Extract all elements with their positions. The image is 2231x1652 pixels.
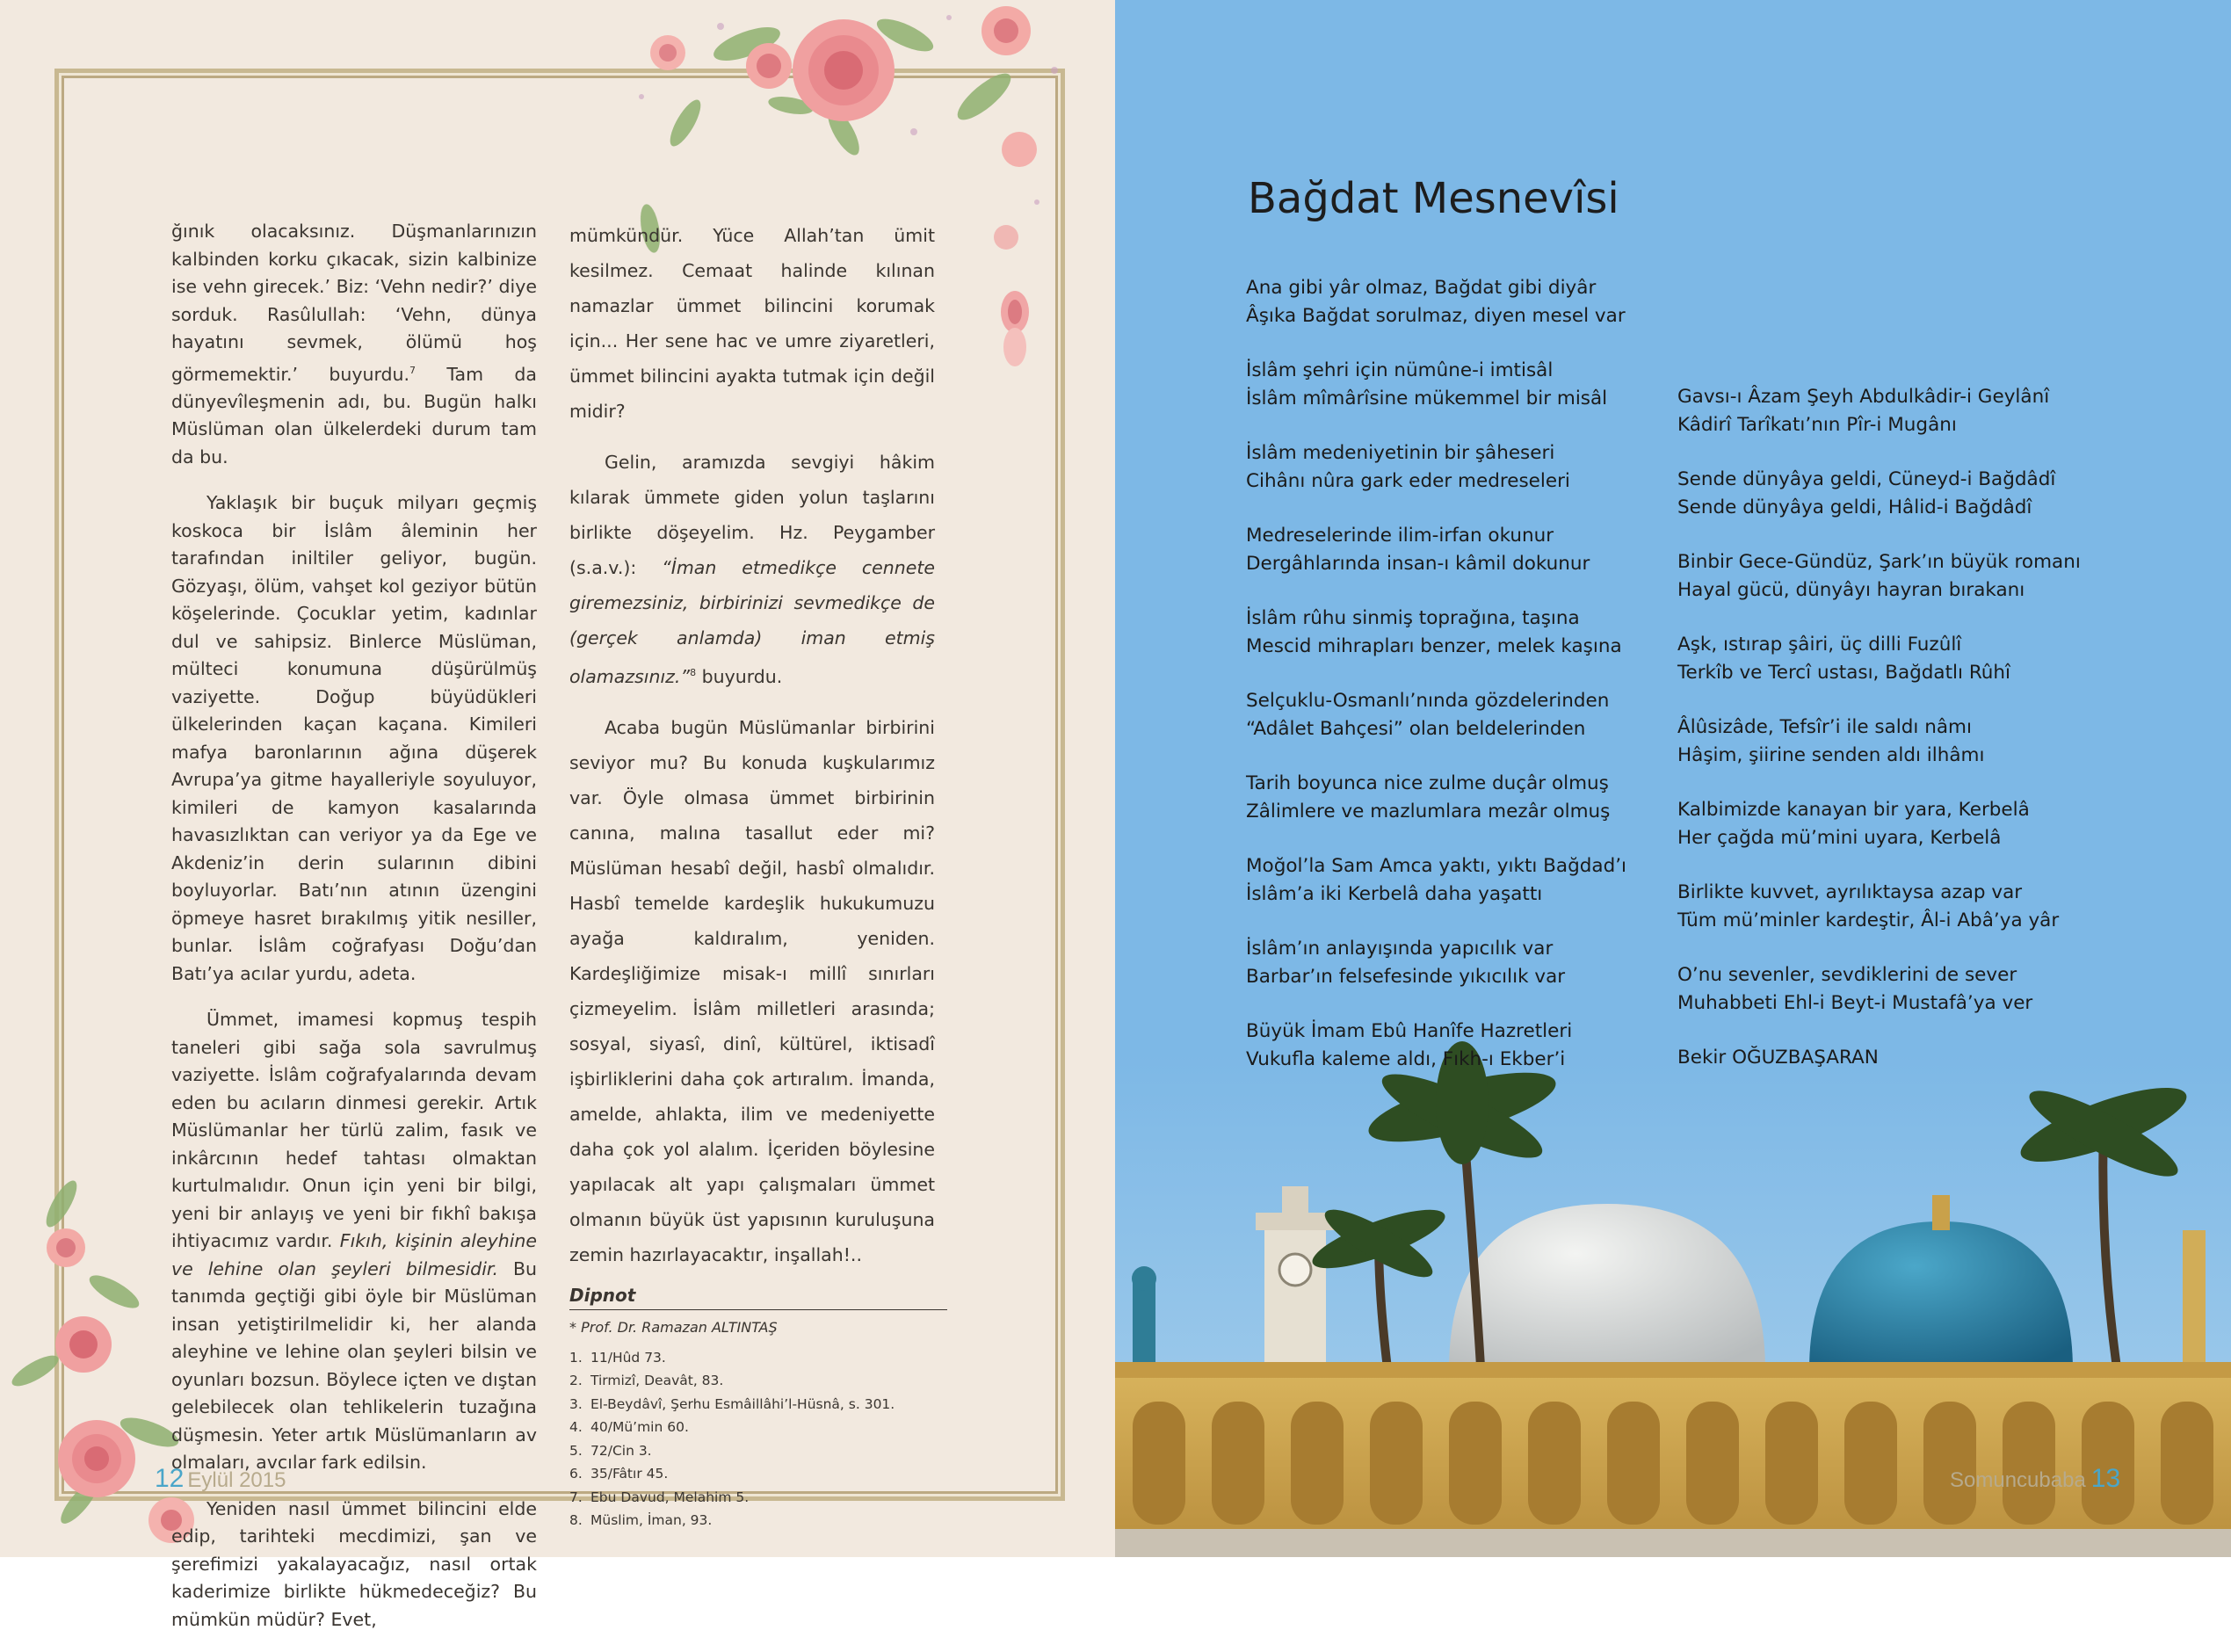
footnote-item bbox=[569, 1462, 935, 1486]
poem-stanza bbox=[1677, 631, 2082, 686]
footnotes-title: Dipnot bbox=[569, 1284, 636, 1306]
footnote-item bbox=[569, 1509, 935, 1532]
footnote-text: 35/Fâtır 45. bbox=[590, 1466, 669, 1482]
footnote-text: Ebu Davud, Melahim 5. bbox=[590, 1489, 750, 1505]
poem-signature: Bekir OĞUZBAŞARAN bbox=[1677, 1047, 1879, 1069]
poem-column-left bbox=[1246, 274, 1650, 1100]
poem-line: Âlûsizâde, Tefsîr’i ile saldı nâmı bbox=[1677, 716, 1972, 738]
page-folio-right bbox=[1950, 1464, 2120, 1494]
page-number: 12 bbox=[155, 1464, 185, 1493]
poem-line: İslâm’a iki Kerbelâ daha yaşattı bbox=[1246, 882, 1543, 905]
footnote-number: 4. bbox=[569, 1419, 583, 1436]
issue-month: Eylül 2015 bbox=[187, 1468, 286, 1492]
footnote-text: 72/Cin 3. bbox=[590, 1442, 652, 1459]
poem-stanza bbox=[1246, 605, 1650, 660]
poem-line: Moğol’la Sam Amca yaktı, yıktı Bağdad’ı bbox=[1246, 855, 1627, 877]
footnote-item bbox=[569, 1346, 935, 1370]
poem-line: Her çağda mü’mini uyara, Kerbelâ bbox=[1677, 826, 2002, 849]
poem-line: Hayal gücü, dünyâyı hayran bırakanı bbox=[1677, 578, 2025, 601]
footnote-item bbox=[569, 1369, 935, 1393]
poem-line: O’nu sevenler, sevdiklerini de sever bbox=[1677, 964, 2017, 986]
footnote-item bbox=[569, 1486, 935, 1510]
poem-line: Terkîb ve Tercî ustası, Bağdatlı Rûhî bbox=[1677, 661, 2011, 684]
page-number: 13 bbox=[2090, 1464, 2121, 1493]
poem-line: Tarih boyunca nice zulme duçâr olmuş bbox=[1246, 772, 1609, 794]
poem-stanza bbox=[1246, 522, 1650, 577]
paragraph: ğınık olacaksınız. Düşmanlarınızın kalbinden korku çıkacak, sizin kalbinize ise vehn girecek.’ Biz: ‘Vehn nedir?’ diye sorduk. Rasûlullah: ‘Vehn, dünya hayatını sevmek, ölümü hoş görmemektir.’ buyurdu.$^7$ Tam da dünyevîleşmenin adı, bu. Bugün halkı Müslüman olan ülkelerdeki durum tam da bu. bbox=[171, 221, 537, 467]
footnote-item bbox=[569, 1416, 935, 1439]
poem-stanza bbox=[1677, 383, 2082, 438]
paragraph: Yaklaşık bir buçuk milyarı geçmiş koskoca bir İslâm âleminin her tarafından inilti̇ler geliyor, bugün. Gözyaşı, ölüm, vahşet kol geziyor bütün köşelerinde. Çocuklar yetim, kadınlar dul ve sahipsiz. Binlerce Müslüman, mülteci konumuna düşürülmüş vaziyette. Doğup büyüdükleri ülkelerinden kaçan kaçana. Kimileri mafya baronlarının ağına düşerek Avrupa’ya gitme hayalleriyle soyuluyor, kimileri de kamyon kasalarında havasızlıktan can veriyor ya da Ege ve Akdeniz’in derin sularının dibini boyluyorlar. Batı’nın atının üzengini öpmeye hasret bırakılmış yitik nesiller, bunlar. İslâm coğrafyası Doğu’dan Batı’ya acılar yurdu, adeta. bbox=[171, 492, 537, 984]
poem-column-right bbox=[1677, 383, 2082, 1099]
poem-line: Kâdirî Tarîkatı’nın Pîr-i Mugânı bbox=[1677, 413, 1957, 436]
poem-title: Bağdat Mesnevîsi bbox=[1248, 174, 1619, 223]
poem-stanza bbox=[1677, 714, 2082, 769]
footnote-text: Müslim, İman, 93. bbox=[590, 1512, 713, 1529]
poem-line: Vukufla kaleme aldı, Fıkh-ı Ekber’i bbox=[1246, 1047, 1566, 1070]
poem-line: Ana gibi yâr olmaz, Bağdat gibi diyâr bbox=[1246, 277, 1597, 299]
left-page bbox=[0, 0, 1115, 1630]
poem-line: Büyük İmam Ebû Hanîfe Hazretleri bbox=[1246, 1020, 1573, 1042]
poem-line: Birlikte kuvvet, ayrılıktaysa azap var bbox=[1677, 881, 2023, 903]
poem-line: Kalbimizde kanayan bir yara, Kerbelâ bbox=[1677, 799, 2030, 821]
poem-stanza bbox=[1677, 466, 2082, 521]
poem-stanza bbox=[1246, 852, 1650, 908]
footnote-text: 40/Mü’min 60. bbox=[590, 1419, 689, 1436]
footnote-number: 8. bbox=[569, 1512, 583, 1529]
poem-line: Mescid mihrapları benzer, melek kaşına bbox=[1246, 634, 1622, 657]
footnote-text: 11/Hûd 73. bbox=[590, 1349, 666, 1366]
poem-line: Aşk, ıstırap şâiri, üç dilli Fuzûlî bbox=[1677, 634, 1962, 656]
paragraph: Acaba bugün Müslümanlar birbirini seviyor mu? Bu konuda kuşkularımız var. Öyle olmasa ümmet birbirinin canına, malına tasallut eder mi? Müslüman hesabî değil, hasbî olmalıdır. Hasbî temelde kardeşlik hukukumuzu ayağa kaldıralım, yeniden. Kardeşliğimize misak-ı millî sınırları çizmeyelim. İslâm milletleri arasında; sosyal, siyasî, dinî, kültürel, iktisadî işbirliklerini daha çok artıralım. İmanda, amelde, ahlakta, ilim ve medeniyette daha çok yol alalım. İçeriden böylesine yapılacak alt yapı çalışmaları ümmet olmanın büyük üst yapısının kuruluşuna zemin hazırlayacaktır, inşallah!.. bbox=[569, 716, 935, 1265]
poem-stanza bbox=[1677, 796, 2082, 851]
page-folio-left bbox=[155, 1464, 286, 1494]
footnote-number: 7. bbox=[569, 1489, 583, 1505]
poem-line: İslâm mîmârîsine mükemmel bir misâl bbox=[1246, 387, 1608, 409]
text-column-2 bbox=[569, 218, 935, 1532]
footnote-number: 1. bbox=[569, 1349, 583, 1366]
poem-line: “Adâlet Bahçesi” olan beldelerinden bbox=[1246, 717, 1586, 740]
footnote-text: Tirmizî, Deavât, 83. bbox=[590, 1373, 724, 1389]
poem-stanza bbox=[1246, 770, 1650, 825]
poem-stanza bbox=[1246, 274, 1650, 330]
poem-line: Binbir Gece-Gündüz, Şark’ın büyük romanı bbox=[1677, 551, 2081, 573]
footnote-item bbox=[569, 1393, 935, 1417]
poem-line: Muhabbeti Ehl-i Beyt-i Mustafâ’ya ver bbox=[1677, 991, 2033, 1014]
poem-stanza bbox=[1246, 687, 1650, 743]
paragraph: Gelin, aramızda sevgiyi hâkim kılarak ümmete giden yolun taşlarını birlikte döşeyelim. Hz. Peygamber (s.a.v.): “İman etmedikçe cennete giremezsiniz, birbirinizi sevmedikçe de (gerçek anlamda) iman etmiş olamazsınız.”$^8$ buyurdu. bbox=[569, 452, 935, 687]
poem-line: Dergâhlarında insan-ı kâmil dokunur bbox=[1246, 552, 1590, 575]
poem-line: Âşıka Bağdat sorulmaz, diyen mesel var bbox=[1246, 304, 1626, 327]
paragraph: mümkündür. Yüce Allah’tan ümit kesilmez. Cemaat halinde kılınan namazlar ümmet bilincini korumak için... Her sene hac ve umre ziyaretleri, ümmet bilincini ayakta tutmak için değil midir? bbox=[569, 225, 935, 422]
poem-line: İslâm’ın anlayışında yapıcılık var bbox=[1246, 938, 1554, 960]
footnote-item bbox=[569, 1439, 935, 1463]
poem-line: Selçuklu-Osmanlı’nında gözdelerinden bbox=[1246, 690, 1610, 712]
poem-line: Barbar’ın felsefesinde yıkıcılık var bbox=[1246, 965, 1566, 988]
poem-stanza bbox=[1246, 357, 1650, 412]
paragraph: Yeniden nasıl ümmet bilincini elde edip, tarihteki mecdimizi, şan ve şerefimizi yakalayacağız, nasıl ortak kaderimize birlikte hükmedeceğiz? Bu mümkün müdür? Evet, bbox=[171, 1497, 537, 1630]
poem-line: İslâm şehri için nümûne-i imtisâl bbox=[1246, 359, 1554, 381]
poem-line: Cihânı nûra gark eder medreseleri bbox=[1246, 469, 1570, 492]
poem-stanza bbox=[1677, 961, 2082, 1017]
paragraph: Ümmet, imamesi kopmuş tespih taneleri gibi sağa sola savrulmuş vaziyette. İslâm coğrafyalarında devam eden bu acıların dinmesi gerekir. Artık Müslümanlar her türlü zalim, fasık ve inkârcının hedef tahtası olmaktan kurtulmalıdır. Onun için yeni bir bilgi, yeni bir anlayış ve yeni bir fıkhî bakışa ihtiyacımız vardır. Fıkıh, kişinin aleyhine ve lehine olan şeyleri bilmesidir. Bu tanımda geçtiği gibi öyle bir Müslüman insan yetiştirilmelidir ki, her alanda aleyhine ve lehine olan şeyleri bilsin ve oyunları bozsun. Böylece içten ve dıştan gelebilecek olan tehlikelerin tuzağına düşmesin. Yeter artık Müslümanların av olmaları, avcılar fark edilsin. bbox=[171, 1009, 537, 1474]
poem-line: İslâm rûhu sinmiş toprağına, taşına bbox=[1246, 607, 1580, 629]
magazine-name: Somuncubaba bbox=[1950, 1468, 2086, 1492]
poem-line: Sende dünyâya geldi, Cüneyd-i Bağdâdî bbox=[1677, 468, 2056, 490]
footnote-number: 3. bbox=[569, 1395, 583, 1412]
footnotes-divider bbox=[569, 1309, 947, 1310]
footnote-number: 6. bbox=[569, 1466, 583, 1482]
poem-stanza bbox=[1246, 439, 1650, 495]
poem-stanza bbox=[1677, 879, 2082, 934]
poem-line: Zâlimlere ve mazlumlara mezâr olmuş bbox=[1246, 800, 1611, 822]
poem-line: Gavsı-ı Âzam Şeyh Abdulkâdir-i Geylânî bbox=[1677, 386, 2050, 408]
footnote-author: * Prof. Dr. Ramazan ALTINTAŞ bbox=[569, 1318, 778, 1336]
poem-line: Medreselerinde ilim-irfan okunur bbox=[1246, 525, 1554, 547]
poem-line: Tüm mü’minler kardeştir, Âl-i Abâ’ya yâr bbox=[1677, 909, 2060, 931]
poem-stanza bbox=[1677, 548, 2082, 604]
poem-line: Hâşim, şiirine senden aldı ilhâmı bbox=[1677, 743, 1985, 766]
footnote-list bbox=[569, 1346, 935, 1532]
poem-line: Sende dünyâya geldi, Hâlid-i Bağdâdî bbox=[1677, 496, 2032, 518]
footnote-number: 5. bbox=[569, 1442, 583, 1459]
poem-line: İslâm medeniyetinin bir şâheseri bbox=[1246, 442, 1555, 464]
footnote-number: 2. bbox=[569, 1373, 583, 1389]
right-page bbox=[1115, 0, 2231, 1557]
footnotes bbox=[569, 1285, 935, 1532]
poem-stanza bbox=[1246, 1018, 1650, 1073]
footnote-text: El-Beydâvî, Şerhu Esmâillâhi’l-Hüsnâ, s. 301. bbox=[590, 1395, 895, 1412]
poem-stanza bbox=[1246, 935, 1650, 990]
text-column-1 bbox=[171, 218, 537, 1652]
